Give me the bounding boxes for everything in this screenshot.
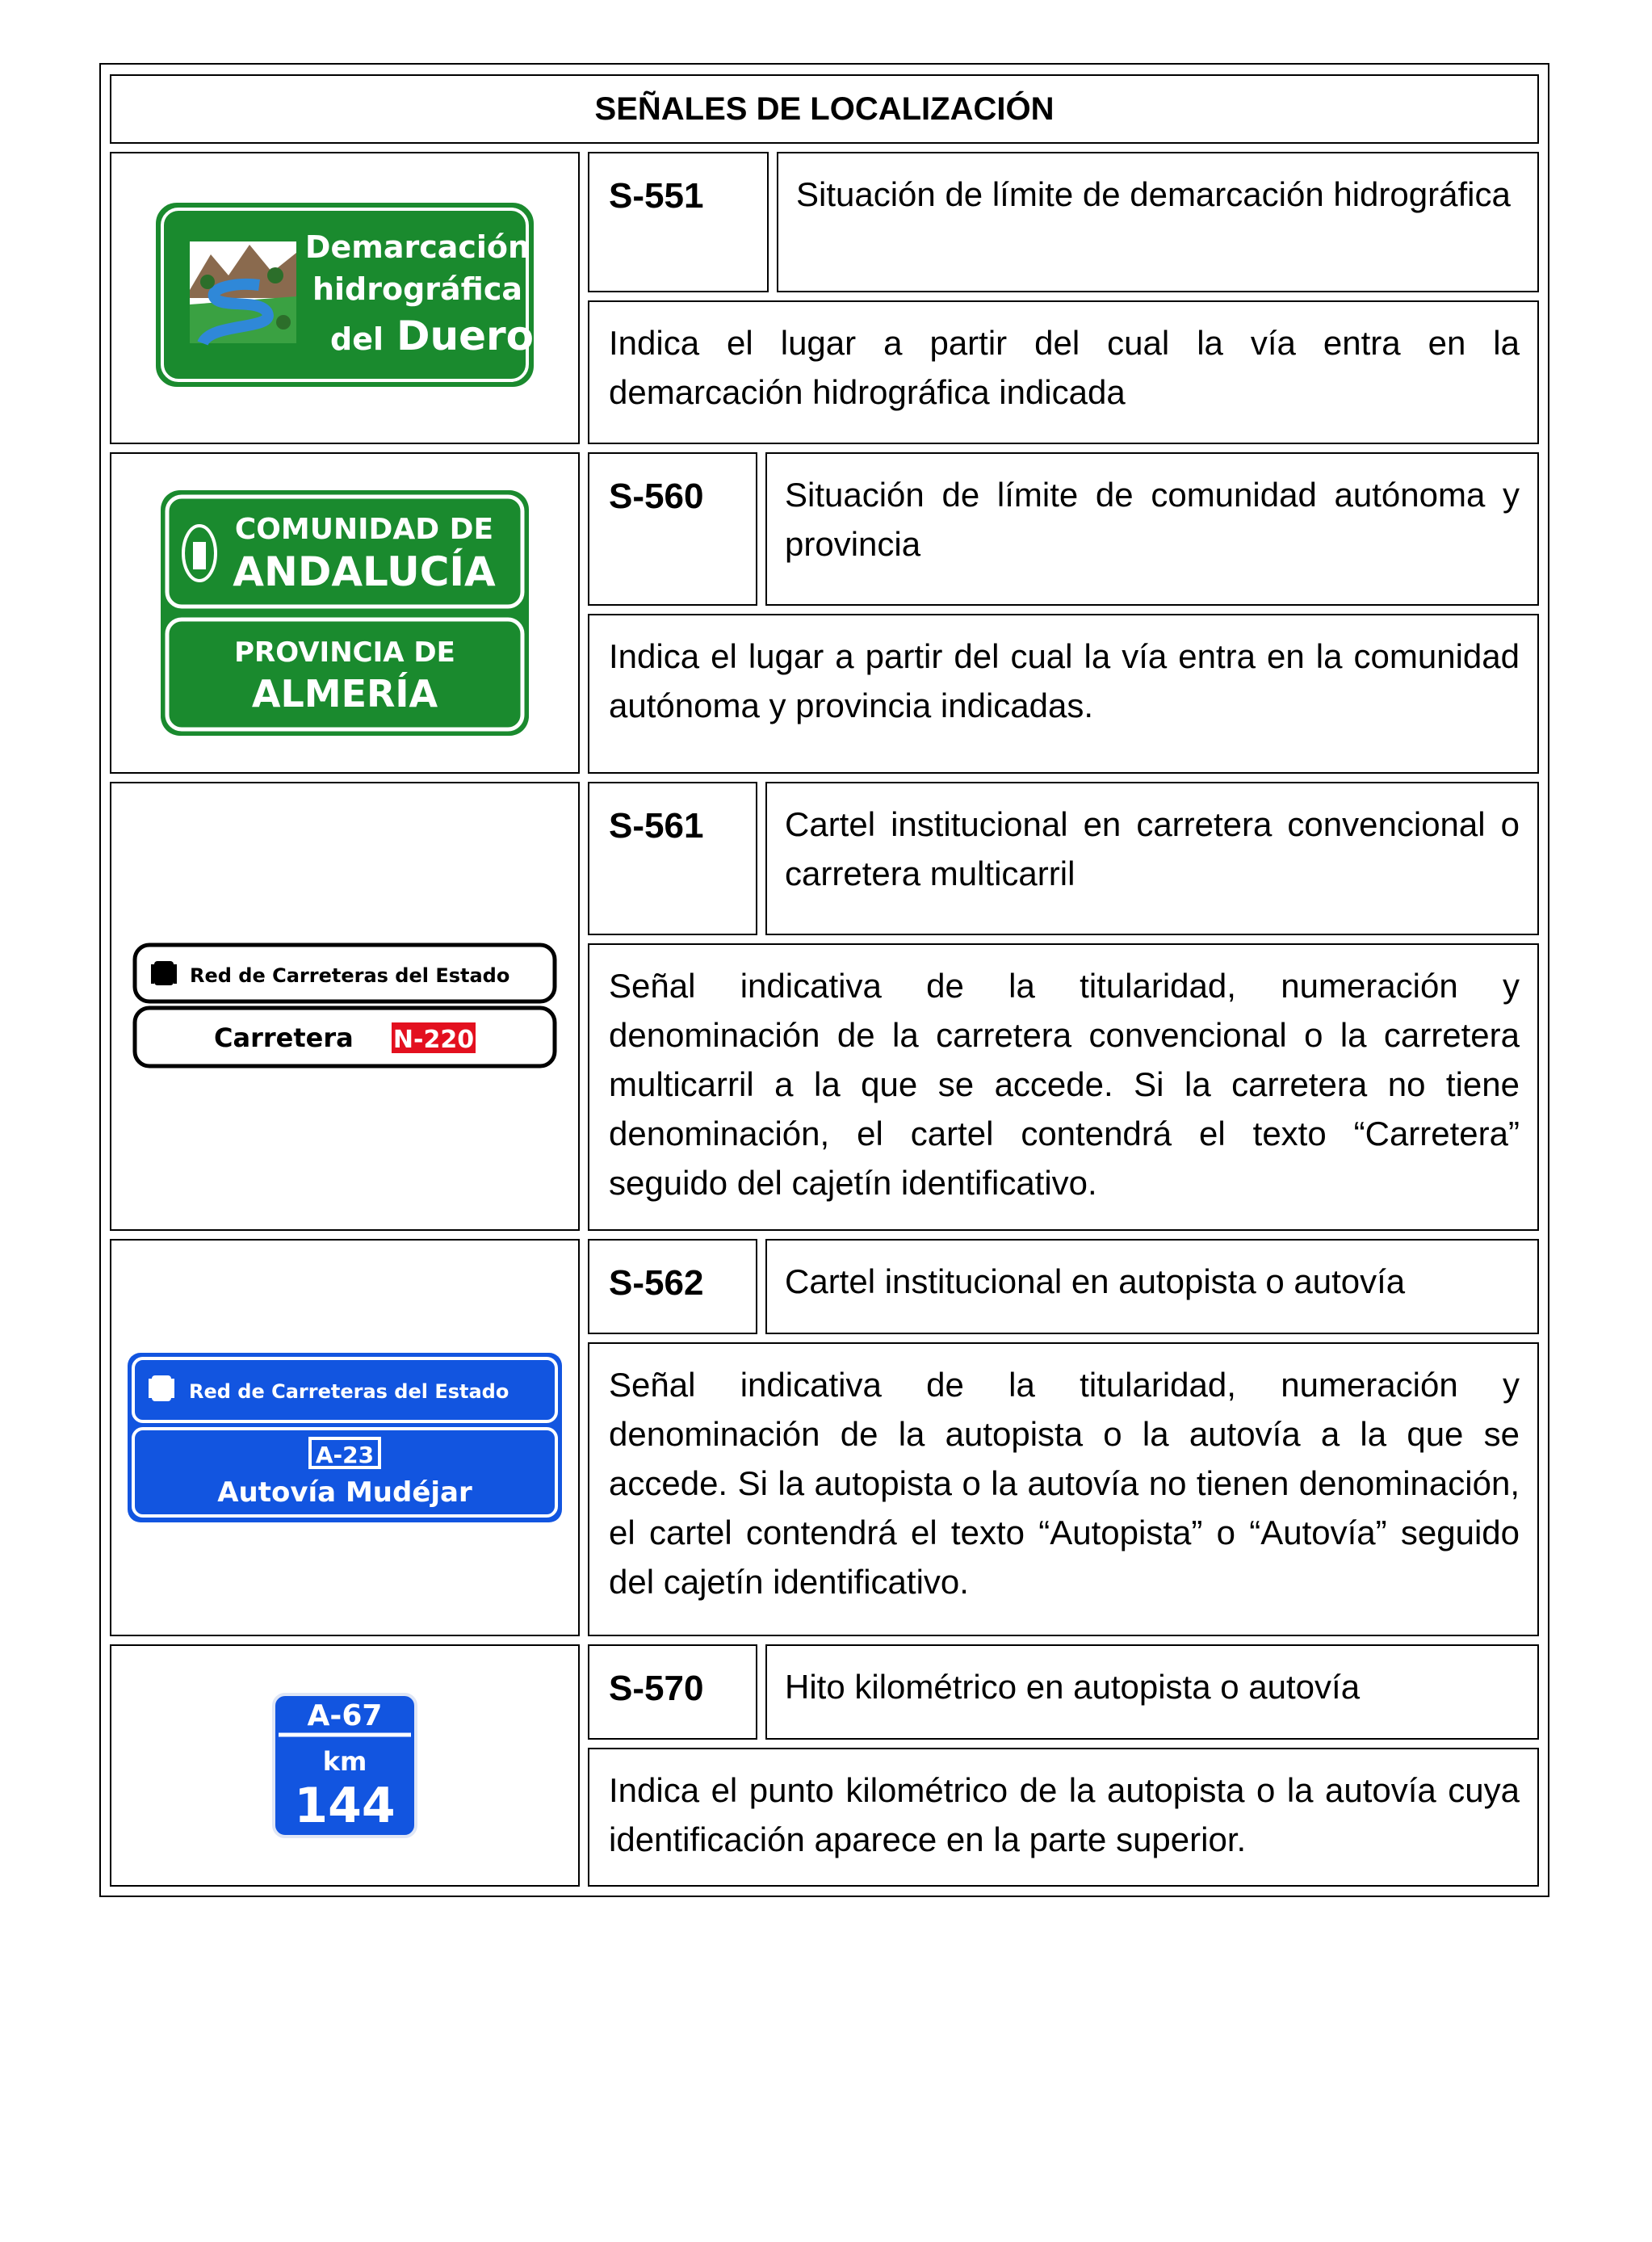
sign-code: S-560: [588, 452, 757, 606]
sign-s551-line4: Duero: [396, 313, 535, 359]
sign-s551-line3: del: [330, 321, 384, 357]
sign-s570-unit: km: [322, 1746, 367, 1777]
sign-image-cell: [110, 152, 580, 444]
sign-description: Indica el lugar a partir del cual la vía entra en la comunidad autónoma y provincia indicadas.: [588, 614, 1539, 774]
sign-code: S-561: [588, 782, 757, 935]
sign-description: Señal indicativa de la titularidad, numeración y denominación de la autopista o la autovía a la que se accede. Si la autopista o la autovía no tienen denominación, el cartel contendrá el texto “Autopista” o “Autovía” seguido del cajetín identificativo.: [588, 1342, 1539, 1636]
sign-s561-road-id: N-220: [392, 1026, 475, 1054]
sign-s560-line1: COMUNIDAD DE: [234, 513, 494, 546]
sign-description: Señal indicativa de la titularidad, numeración y denominación de la carretera convencional o la carretera multicarril a la que se accede. Si la carretera no tiene denominación, el cartel contendrá el texto “Carretera” seguido del cajetín identificativo.: [588, 943, 1539, 1231]
sign-s562-line1: Red de Carreteras del Estado: [189, 1380, 509, 1403]
sign-s562-image: [126, 1351, 564, 1524]
sign-image-cell: [110, 782, 580, 1231]
table-title: SEÑALES DE LOCALIZACIÓN: [110, 74, 1539, 144]
sign-image-cell: [110, 1239, 580, 1636]
sign-s570-image: [272, 1693, 417, 1838]
sign-s560-line3: PROVINCIA DE: [234, 636, 455, 669]
sign-name: Cartel institucional en carretera convencional o carretera multicarril: [765, 782, 1539, 935]
sign-s551-image: [154, 201, 535, 395]
sign-code: S-570: [588, 1644, 757, 1740]
sign-s561-image: [132, 942, 558, 1071]
sign-s551-line1: Demarcación: [304, 229, 530, 265]
sign-s561-line1: Red de Carreteras del Estado: [190, 964, 510, 987]
sign-name: Cartel institucional en autopista o autovía: [765, 1239, 1539, 1334]
sign-s562-line3: Autovía Mudéjar: [217, 1476, 472, 1509]
sign-s561-line2: Carretera: [214, 1022, 354, 1053]
sign-s562-road-id: A-23: [315, 1442, 375, 1468]
sign-image-cell: [110, 452, 580, 774]
spain-coat-of-arms-icon: [151, 961, 177, 985]
sign-s560-line4: ALMERÍA: [251, 672, 438, 716]
spain-coat-of-arms-icon: [149, 1375, 174, 1401]
sign-s560-image: [159, 489, 530, 737]
sign-name: Situación de límite de demarcación hidrográfica: [777, 152, 1539, 292]
sign-s551-line2: hidrográfica: [312, 271, 523, 307]
sign-s560-line2: ANDALUCÍA: [233, 548, 496, 595]
sign-code: S-562: [588, 1239, 757, 1334]
sign-description: Indica el punto kilométrico de la autopista o la autovía cuya identificación aparece en la parte superior.: [588, 1748, 1539, 1887]
river-landscape-icon: [190, 241, 296, 343]
sign-image-cell: [110, 1644, 580, 1887]
sign-description: Indica el lugar a partir del cual la vía entra en la demarcación hidrográfica indicada: [588, 300, 1539, 444]
sign-name: Hito kilométrico en autopista o autovía: [765, 1644, 1539, 1740]
sign-s570-km: 144: [294, 1778, 396, 1834]
sign-s570-road-id: A-67: [307, 1699, 383, 1732]
sign-code: S-551: [588, 152, 769, 292]
sign-name: Situación de límite de comunidad autónoma y provincia: [765, 452, 1539, 606]
